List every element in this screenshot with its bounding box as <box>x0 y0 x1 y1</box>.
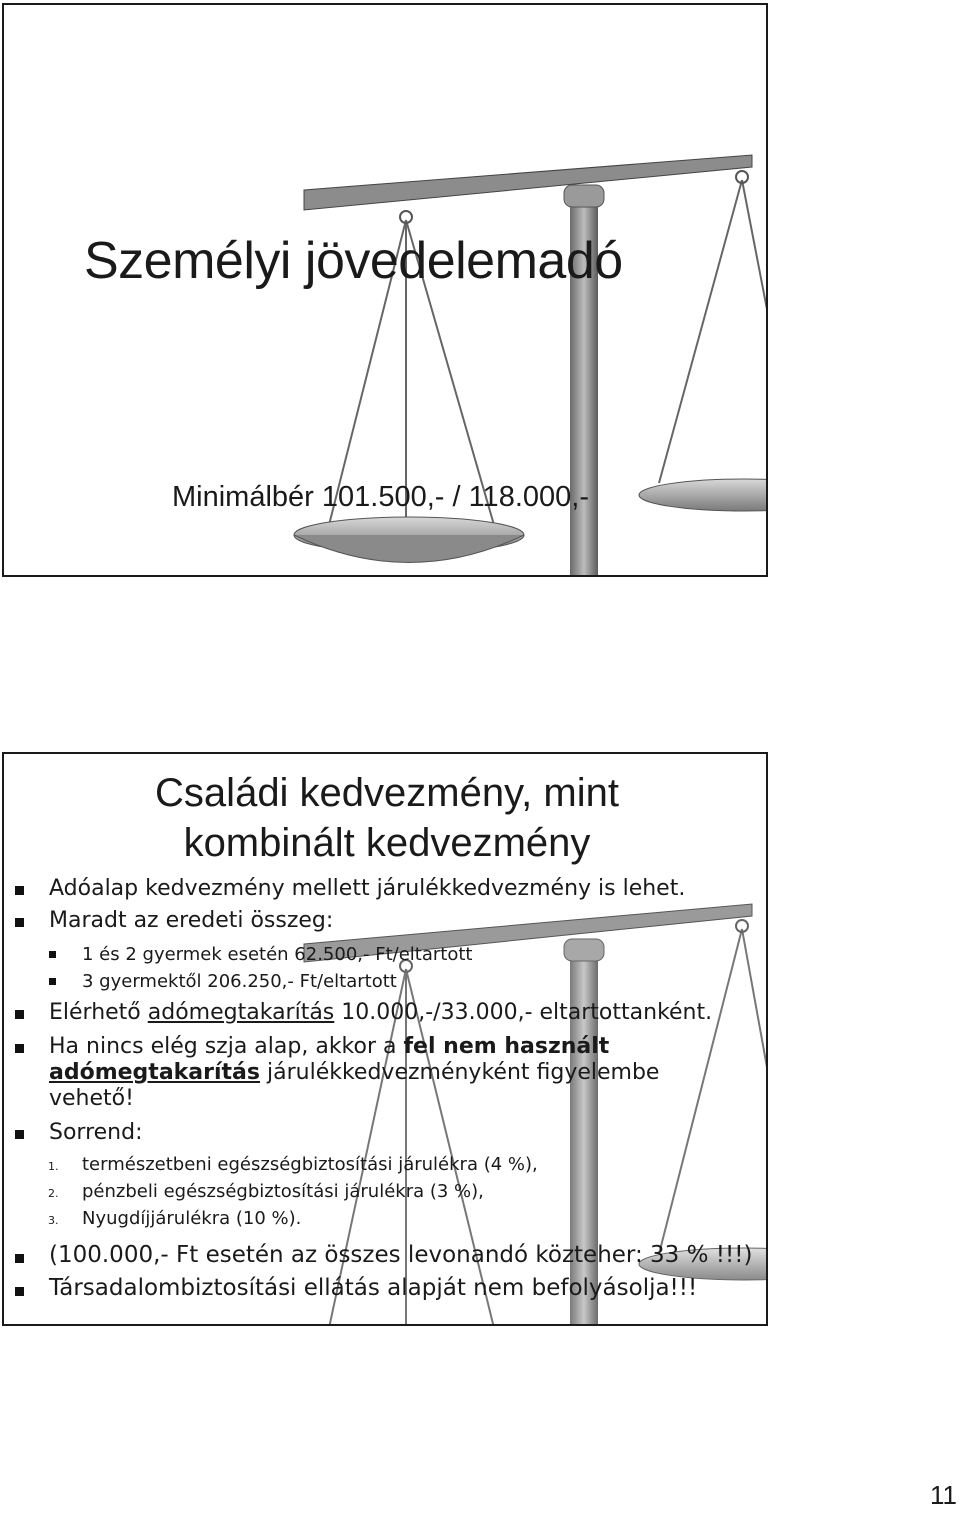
bullet-marker <box>15 1044 24 1053</box>
bullet-list <box>4 754 768 1326</box>
bullet-item: Sorrend: <box>49 1120 143 1145</box>
bullet-marker <box>15 1287 24 1296</box>
title-line-2: kombinált kedvezmény <box>183 821 591 865</box>
bullet-text: járulékkedvezményként figyelembe <box>260 1060 660 1085</box>
bullet-text: Elérhető <box>49 1000 148 1025</box>
order-number: 2. <box>48 1187 59 1200</box>
order-item: pénzbeli egészségbiztosítási járulékra (3 %), <box>82 1181 484 1202</box>
bullet-marker <box>15 886 24 895</box>
slide-2 <box>2 752 768 1326</box>
title-line-1: Családi kedvezmény, mint <box>155 771 619 815</box>
bullet-marker <box>15 918 24 927</box>
bullet-item: Adóalap kedvezmény mellett járulékkedvezmény is lehet. <box>49 876 686 901</box>
savings-link[interactable]: adómegtakarítás <box>147 1000 335 1025</box>
bullet-item-continued <box>49 1060 659 1086</box>
bullet-marker <box>15 1130 24 1139</box>
bullet-item <box>49 1034 609 1060</box>
bullet-item-continued: vehető! <box>49 1086 134 1111</box>
sub-bullet-marker <box>49 951 56 958</box>
bullet-item: Maradt az eredeti összeg: <box>49 908 334 933</box>
minimum-wage-text: Minimálbér 101.500,- / 118.000,- <box>172 481 589 513</box>
order-number: 3. <box>48 1214 59 1227</box>
bullet-item: (100.000,- Ft esetén az összes levonandó közteher: 33 % !!!) <box>49 1242 753 1268</box>
sub-bullet-item: 1 és 2 gyermek esetén 62.500,- Ft/eltartott <box>82 944 473 965</box>
bullet-marker <box>15 1254 24 1263</box>
slide-title: Személyi jövedelemadó <box>84 232 623 290</box>
sub-bullet-marker <box>49 978 56 985</box>
order-number: 1. <box>48 1160 59 1173</box>
bullet-item: Társadalombiztosítási ellátás alapját nem befolyásolja!!! <box>49 1275 698 1301</box>
bullet-text: Ha nincs elég szja alap, akkor a <box>49 1034 404 1059</box>
bullet-item <box>49 1000 712 1026</box>
emphasis-link[interactable]: adómegtakarítás <box>49 1060 260 1085</box>
order-item: természetbeni egészségbiztosítási járulékra (4 %), <box>82 1154 538 1175</box>
bullet-text: 10.000,-/33.000,- eltartottanként. <box>334 1000 713 1025</box>
sub-bullet-item: 3 gyermektől 206.250,- Ft/eltartott <box>82 971 397 992</box>
emphasis-text: fel nem használt <box>403 1034 610 1059</box>
slide-1 <box>2 3 768 577</box>
bullet-marker <box>15 1010 24 1019</box>
order-item: Nyugdíjjárulékra (10 %). <box>82 1208 302 1229</box>
page-number: 11 <box>930 1480 957 1510</box>
